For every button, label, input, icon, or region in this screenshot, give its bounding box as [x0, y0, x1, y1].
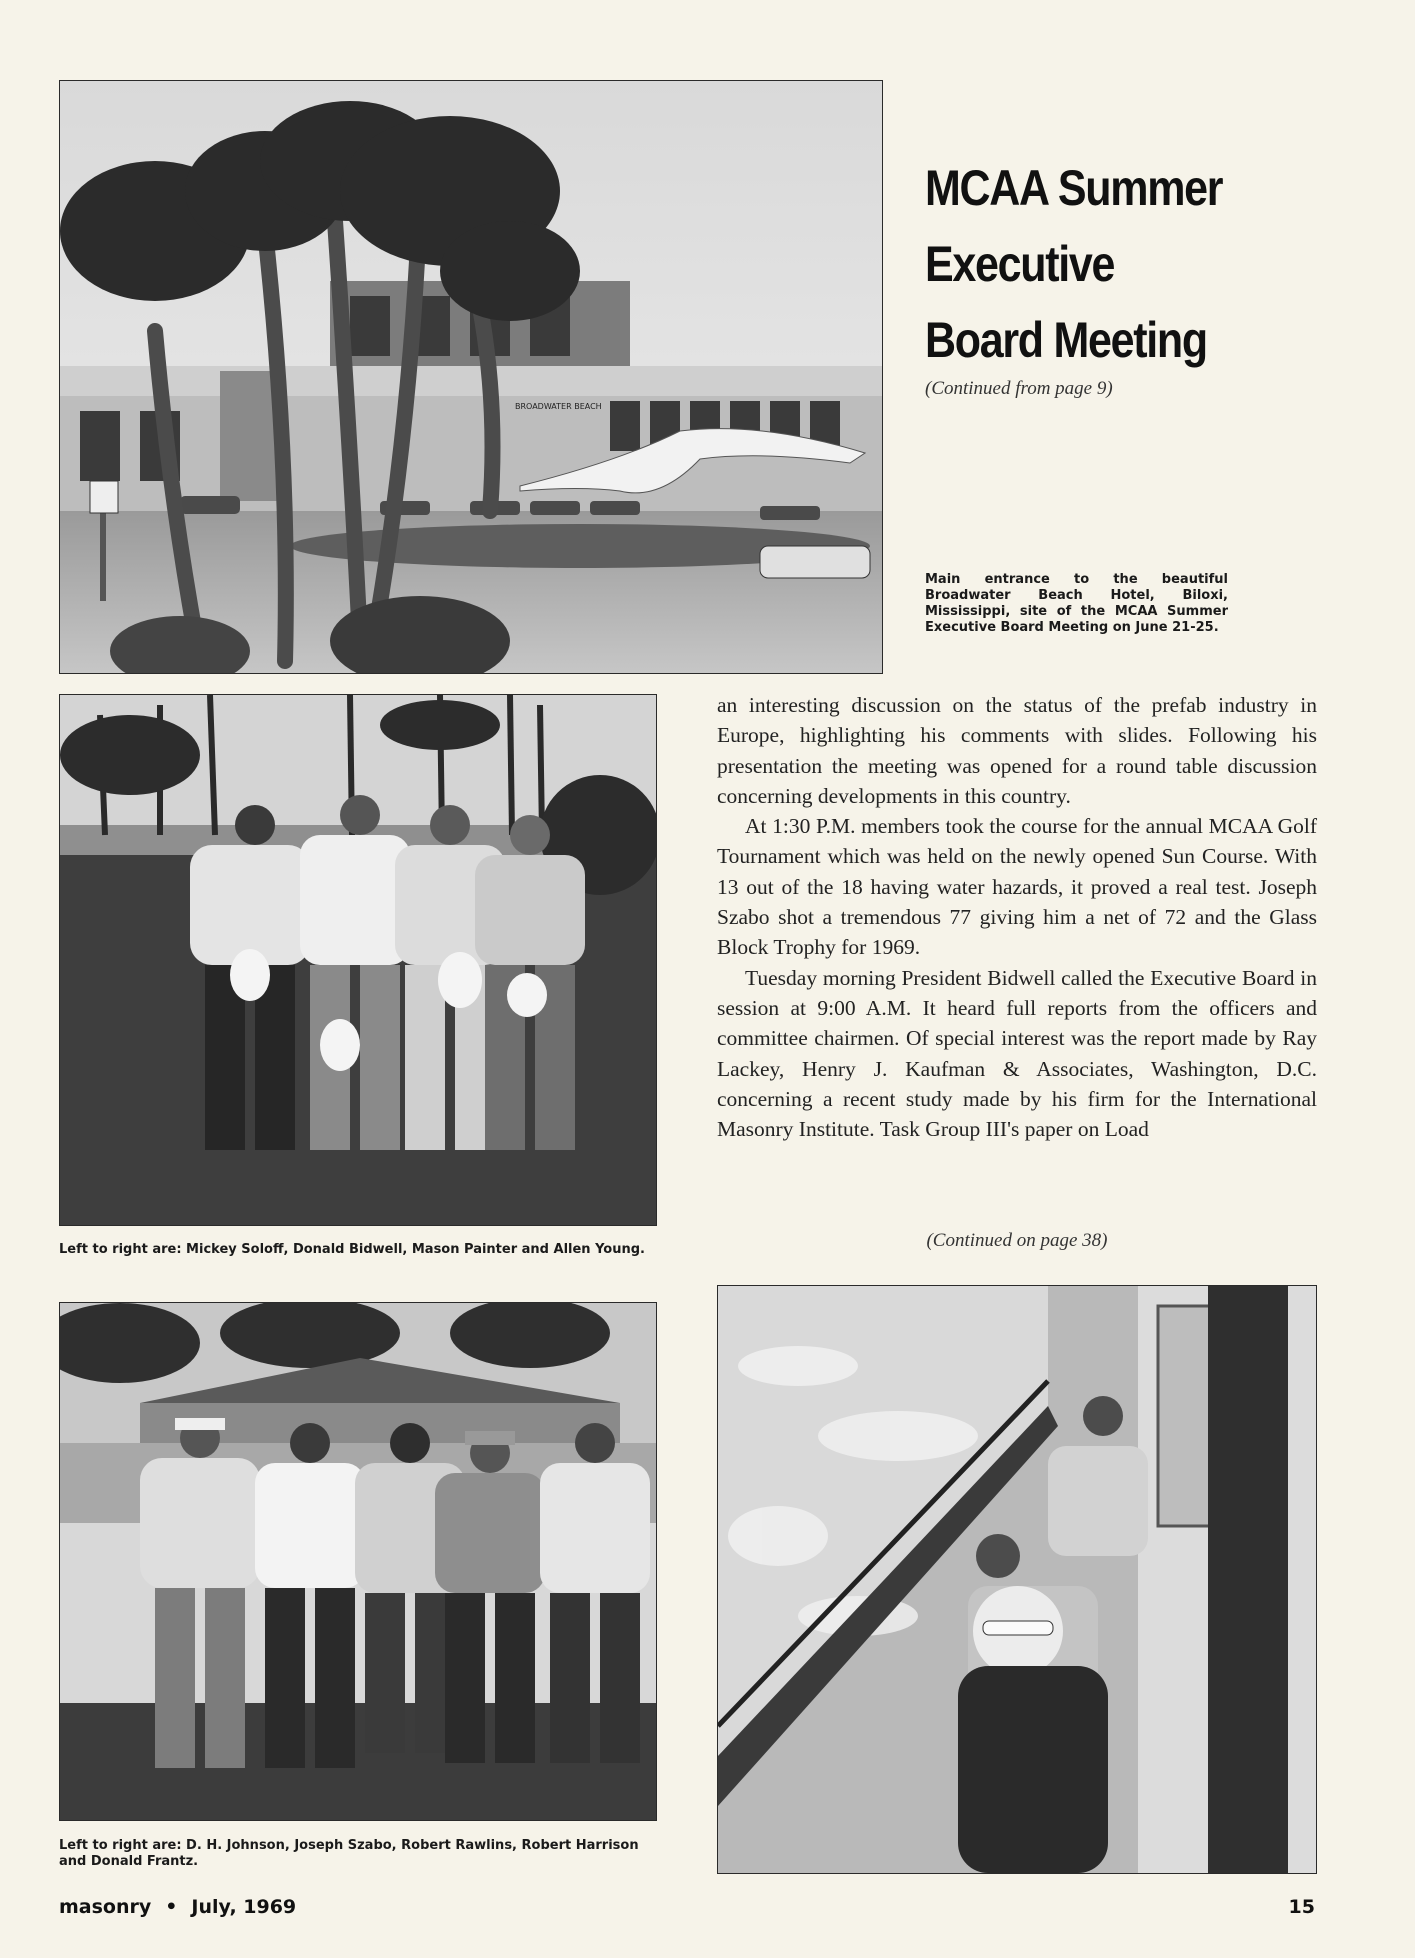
- continued-from-note: (Continued from page 9): [925, 378, 1113, 399]
- headline-line-2: Executive: [925, 236, 1115, 292]
- hotel-sign-text: BROADWATER BEACH: [515, 402, 602, 411]
- page-footer: [59, 1896, 296, 1918]
- headline: [925, 150, 1286, 378]
- golf-group-2-image: [60, 1303, 656, 1820]
- issue-date: July, 1969: [191, 1896, 297, 1918]
- golf-group-1-caption: Left to right are: Mickey Soloff, Donald Bidwell, Mason Painter and Allen Young.: [59, 1242, 645, 1257]
- article-body: [717, 690, 1317, 1144]
- hotel-entrance-photo: [59, 80, 883, 674]
- continued-on-note: (Continued on page 38): [926, 1230, 1108, 1251]
- hotel-entrance-image: [60, 81, 882, 673]
- article-paragraph-2: At 1:30 P.M. members took the course for the annual MCAA Golf Tournament which was held on the newly opened Sun Course. With 13 out of the 18 having water hazards, it proved a real test. Joseph Szabo shot a tremendous 77 giving him a net of 72 and the Glass Block Trophy for 1969.: [717, 814, 1317, 960]
- golf-group-1-photo: [59, 694, 657, 1226]
- article-paragraph-1: an interesting discussion on the status of the prefab industry in Europe, highlighting his comments with slides. Following his presentation the meeting was opened for a round table discussion concerning developments in this country.: [717, 693, 1317, 808]
- magazine-name: masonry: [59, 1896, 152, 1918]
- golf-group-1-image: [60, 695, 656, 1225]
- golf-group-2-photo: [59, 1302, 657, 1821]
- hotel-photo-caption: Main entrance to the beautiful Broadwater Beach Hotel, Biloxi, Mississippi, site of the MCAA Summer Executive Board Meeting on June 21-25.: [925, 572, 1228, 635]
- golf-group-2-caption: Left to right are: D. H. Johnson, Joseph Szabo, Robert Rawlins, Robert Harrison and Donald Frantz.: [59, 1838, 639, 1869]
- headline-line-3: Board Meeting: [925, 312, 1207, 368]
- headline-line-1: MCAA Summer: [925, 160, 1223, 216]
- boat-deck-image: [718, 1286, 1316, 1873]
- boat-deck-photo: [717, 1285, 1317, 1874]
- article-paragraph-3: Tuesday morning President Bidwell called the Executive Board in session at 9:00 A.M. It heard full reports from the officers and committee chairmen. Of special interest was the report made by Ray Lackey, Henry J. Kaufman & Associates, Washington, D.C. concerning a recent study made by his firm for the International Masonry Institute. Task Group III's paper on Load: [717, 965, 1317, 1142]
- footer-bullet: •: [165, 1896, 178, 1918]
- page-number: 15: [1288, 1896, 1315, 1918]
